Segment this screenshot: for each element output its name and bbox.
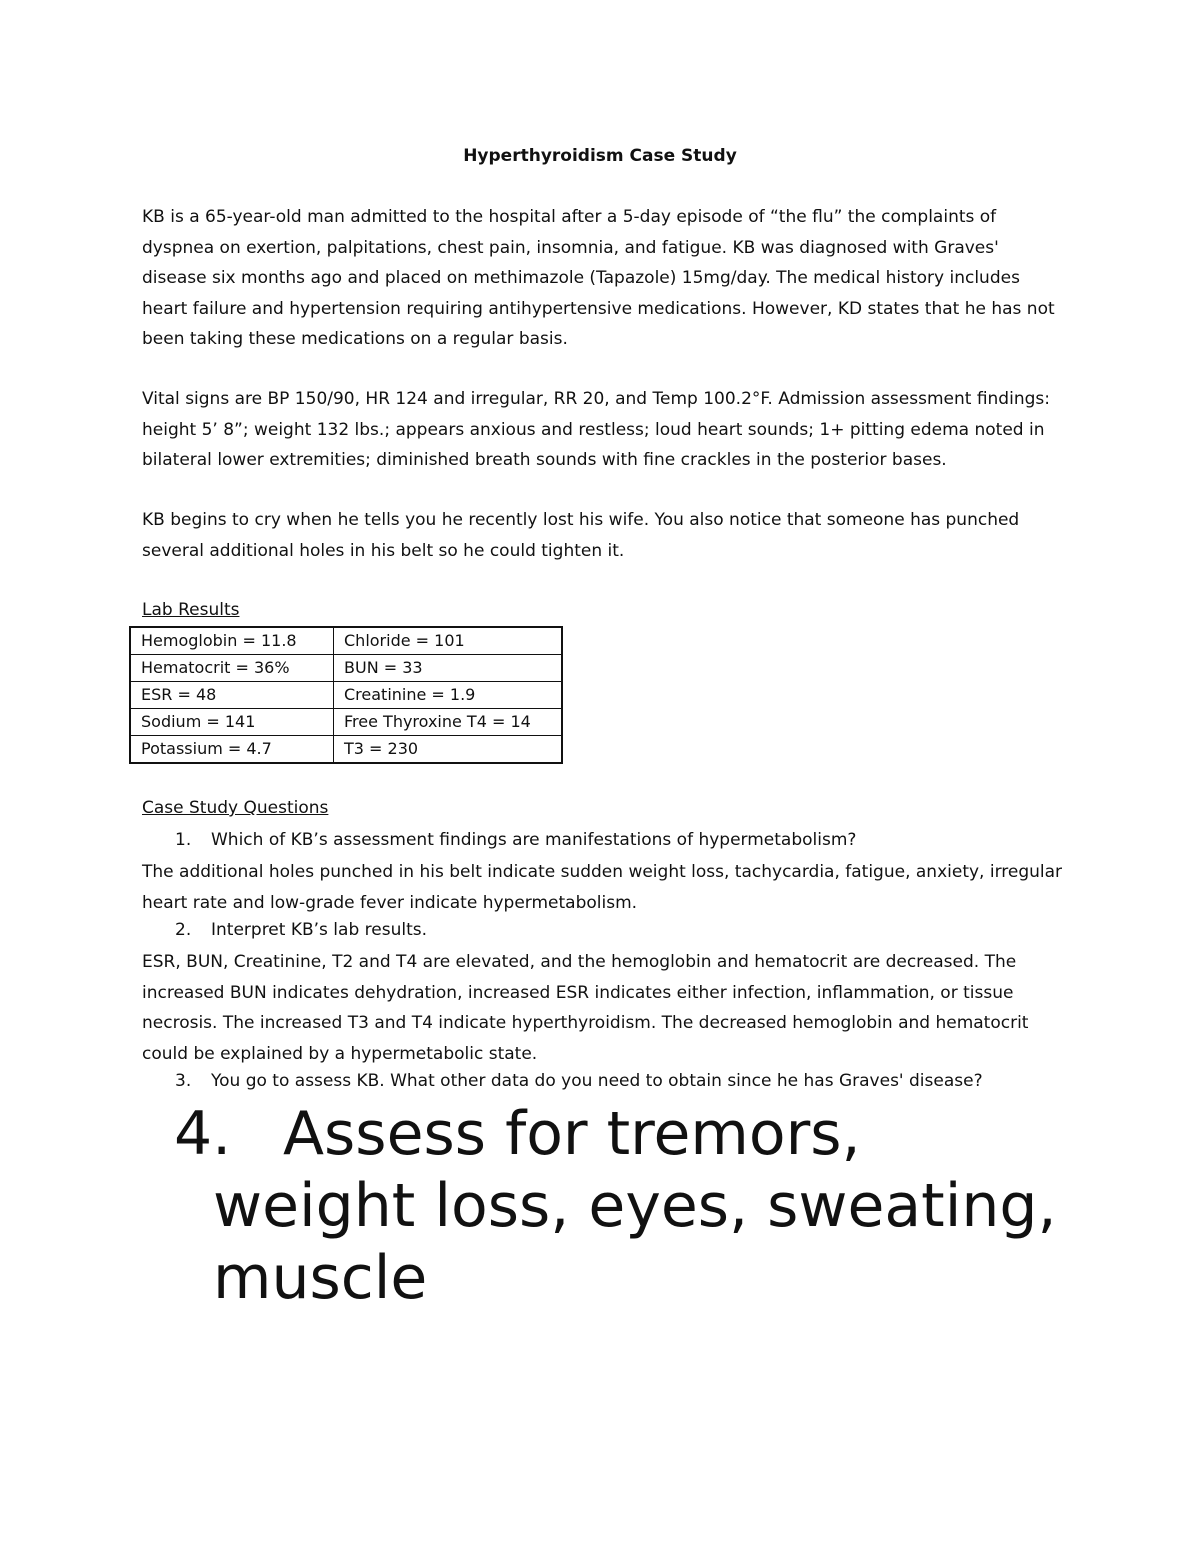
question-3-number: 3.: [175, 1071, 192, 1091]
table-cell: Creatinine = 1.9: [334, 682, 563, 709]
case-paragraph-1: KB is a 65-year-old man admitted to the hospital after a 5-day episode of “the flu” the complaints of dyspnea on exertion, palpitations, chest pain, insomnia, and fatigue. KB was diagnosed with Graves' disease six months ago and placed on methimazole (Tapazole) 15mg/day. The medical history includes heart failure and hypertension requiring antihypertensive medications. However, KD states that he has not been taking these medications on a regular basis.: [142, 207, 1055, 349]
question-2-text: Interpret KB’s lab results.: [211, 920, 428, 940]
case-paragraph-2: Vital signs are BP 150/90, HR 124 and irregular, RR 20, and Temp 100.2°F. Admission assessment findings: height 5’ 8”; weight 132 lbs.; appears anxious and restless; loud heart sounds; 1+ pitting edema noted in bilateral lower extremities; diminished breath sounds with fine crackles in the posterior bases.: [142, 389, 1050, 470]
table-cell: Sodium = 141: [130, 709, 334, 736]
answer-1-text: The additional holes punched in his belt indicate sudden weight loss, tachycardia, fatigue, anxiety, irregular heart rate and low-grade fever indicate hypermetabolism.: [142, 862, 1063, 913]
question-3-text: You go to assess KB. What other data do you need to obtain since he has Graves' disease?: [211, 1071, 983, 1091]
big-answer-content: Assess for tremors, weight loss, eyes, sweating, muscle: [213, 1099, 1057, 1313]
answer-2-text: ESR, BUN, Creatinine, T2 and T4 are elevated, and the hemoglobin and hematocrit are decreased. The increased BUN indicates dehydration, increased ESR indicates either infection, inflammation, or tissue necrosis. The increased T3 and T4 indicate hyperthyroidism. The decreased hemoglobin and hematocrit could be explained by a hypermetabolic state.: [142, 952, 1029, 1064]
table-cell: Chloride = 101: [334, 627, 563, 655]
table-cell: Hematocrit = 36%: [130, 655, 334, 682]
table-cell: Potassium = 4.7: [130, 736, 334, 764]
table-cell: BUN = 33: [334, 655, 563, 682]
question-2-number: 2.: [175, 920, 192, 940]
lab-results-heading: Lab Results: [142, 600, 240, 620]
question-1-number: 1.: [175, 830, 192, 850]
table-cell: Free Thyroxine T4 = 14: [334, 709, 563, 736]
question-1-text: Which of KB’s assessment findings are manifestations of hypermetabolism?: [211, 830, 857, 850]
questions-heading: Case Study Questions: [142, 798, 329, 818]
table-cell: T3 = 230: [334, 736, 563, 764]
table-row: [130, 655, 562, 682]
table-row: [130, 627, 562, 655]
big-answer-text: [213, 1098, 1073, 1314]
table-row: [130, 736, 562, 764]
document-title: Hyperthyroidism Case Study: [463, 146, 737, 166]
table-row: [130, 682, 562, 709]
case-paragraph-3: KB begins to cry when he tells you he recently lost his wife. You also notice that someone has punched several additional holes in his belt so he could tighten it.: [142, 510, 1020, 561]
lab-results-table: [129, 626, 563, 764]
table-cell: ESR = 48: [130, 682, 334, 709]
big-answer-number: 4.: [174, 1099, 232, 1169]
table-cell: Hemoglobin = 11.8: [130, 627, 334, 655]
table-row: [130, 709, 562, 736]
